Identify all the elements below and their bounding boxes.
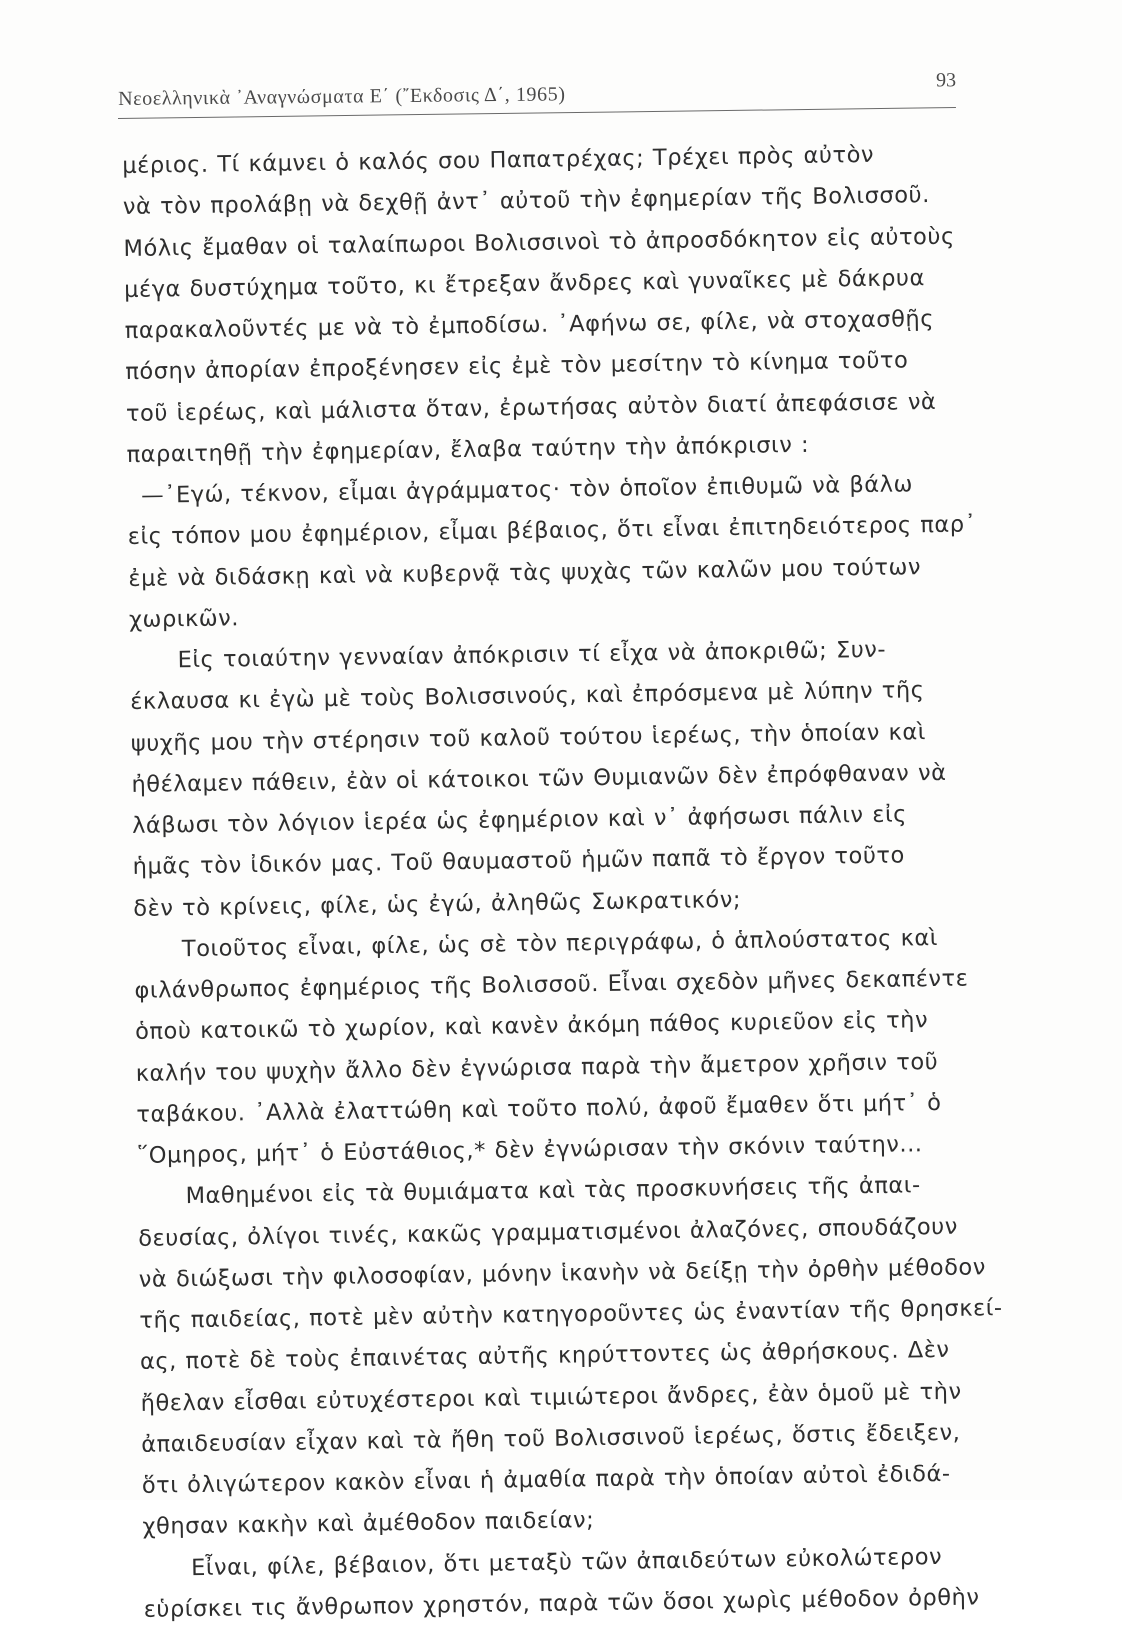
text-line: φιλάνθρωπος ἐφημέριος τῆς Βολισσοῦ. Εἶναι σχεδὸν μῆνες δεκαπέντε: [134, 965, 969, 1004]
text-line: παραιτηθῇ τὴν ἐφημερίαν, ἔλαβα ταύτην τὴν ἀπόκρισιν :: [126, 431, 810, 468]
page-number: 93: [935, 69, 957, 92]
text-line: ψυχῆς μου τὴν στέρησιν τοῦ καλοῦ τούτου ἱερέως, τὴν ὁποίαν καὶ: [130, 718, 927, 757]
text-line: εὑρίσκει τις ἄνθρωπον χρηστόν, παρὰ τῶν ὅσοι χωρὶς μέθοδον ὀρθὴν: [143, 1584, 980, 1623]
text-line: καλήν του ψυχὴν ἄλλο δὲν ἐγνώρισα παρὰ τὴν ἄμετρον χρῆσιν τοῦ: [135, 1048, 939, 1087]
text-line: ας, ποτὲ δὲ τοὺς ἐπαινέτας αὐτῆς κηρύττοντες ὡς ἀθρήσκους. Δὲν: [139, 1337, 950, 1376]
dialogue-line: —᾿Εγώ, τέκνον, εἶμαι ἀγράμματος· τὸν ὁποῖον ἐπιθυμῶ νὰ βάλω: [140, 471, 914, 509]
text-line: ἡμᾶς τὸν ἰδικόν μας. Τοῦ θαυμαστοῦ ἡμῶν παπᾶ τὸ ἔργον τοῦτο: [132, 842, 906, 881]
text-line: λάβωσι τὸν λόγιον ἱερέα ὡς ἐφημέριον καὶ ν᾿ ἀφήσωσι πάλιν εἰς: [131, 801, 908, 839]
text-line: ἠθέλαμεν πάθειν, ἐὰν οἱ κάτοικοι τῶν Θυμιανῶν δὲν ἐπρόφθαναν νὰ: [131, 759, 947, 798]
text-line: χθησαν κακὴν καὶ ἀμέθοδον παιδείαν;: [142, 1507, 595, 1541]
paragraph-start-line: Τοιοῦτος εἶναι, φίλε, ὡς σὲ τὸν περιγράφω, ὁ ἁπλούστατος καὶ: [181, 924, 939, 962]
text-line: παρακαλοῦντές με νὰ τὸ ἐμποδίσω. ᾿Αφήνω σε, φίλε, νὰ στοχασθῇς: [124, 305, 935, 344]
running-title: Νεοελληνικὰ ᾿Αναγνώσματα Ε΄ (῎Εκδοσις Δ΄, 1965): [118, 83, 566, 110]
text-line: ἀπαιδευσίαν εἶχαν καὶ τὰ ἤθη τοῦ Βολισσινοῦ ἱερέως, ὅστις ἔδειξεν,: [141, 1419, 961, 1458]
paragraph-start-line: Εἶναι, φίλε, βέβαιον, ὅτι μεταξὺ τῶν ἀπαιδεύτων εὐκολώτερον: [190, 1543, 943, 1581]
text-line: ἐμὲ νὰ διδάσκῃ καὶ νὰ κυβερνᾷ τὰς ψυχὰς τῶν καλῶν μου τούτων: [128, 553, 922, 592]
text-line: πόσην ἀπορίαν ἐπροξένησεν εἰς ἐμὲ τὸν μεσίτην τὸ κίνημα τοῦτο: [125, 347, 909, 386]
text-line: τῆς παιδείας, ποτὲ μὲν αὐτὴν κατηγοροῦντες ὡς ἐναντίαν τῆς θρησκεί-: [139, 1295, 1003, 1334]
paragraph-start-line: Εἰς τοιαύτην γενναίαν ἀπόκρισιν τί εἶχα νὰ ἀποκριθῶ; Συν-: [177, 636, 887, 674]
text-line: νὰ τὸν προλάβῃ νὰ δεχθῇ ἀντ᾿ αὐτοῦ τὴν ἐφημερίαν τῆς Βολισσοῦ.: [122, 182, 931, 221]
text-line: χωρικῶν.: [128, 605, 240, 633]
text-line: ταβάκου. ᾿Αλλὰ ἐλαττώθη καὶ τοῦτο πολύ, ἀφοῦ ἔμαθεν ὅτι μήτ᾿ ὁ: [136, 1089, 942, 1128]
text-line: εἰς τόπον μου ἐφημέριον, εἶμαι βέβαιος, ὅτι εἶναι ἐπιτηδειότερος παρ᾿: [127, 511, 977, 551]
text-line: νὰ διώξωσι τὴν φιλοσοφίαν, μόνην ἱκανὴν νὰ δείξῃ τὴν ὀρθὴν μέθοδον: [138, 1254, 987, 1293]
text-line: ὁποὺ κατοικῶ τὸ χωρίον, καὶ κανὲν ἀκόμη πάθος κυριεῦον εἰς τὴν: [134, 1007, 929, 1046]
text-line: ὅτι ὀλιγώτερον κακὸν εἶναι ἡ ἀμαθία παρὰ τὴν ὁποίαν αὐτοὶ ἐδιδά-: [141, 1460, 951, 1499]
text-line: ῞Ομηρος, μήτ᾿ ὁ Εὐστάθιος,* δὲν ἐγνώρισαν τὴν σκόνιν ταύτην...: [136, 1131, 923, 1169]
text-line: ἤθελαν εἶσθαι εὐτυχέστεροι καὶ τιμιώτεροι ἄνδρες, ἐὰν ὁμοῦ μὲ τὴν: [140, 1378, 962, 1417]
text-line: μέριος. Τί κάμνει ὁ καλός σου Παπατρέχας; Τρέχει πρὸς αὐτὸν: [122, 141, 875, 179]
paragraph-start-line: Μαθημένοι εἰς τὰ θυμιάματα καὶ τὰς προσκυνήσεις τῆς ἀπαι-: [185, 1172, 921, 1210]
text-line: τοῦ ἱερέως, καὶ μάλιστα ὅταν, ἐρωτήσας αὐτὸν διατί ἀπεφάσισε νὰ: [125, 388, 937, 427]
text-line: μέγα δυστύχημα τοῦτο, κι ἔτρεξαν ἄνδρες καὶ γυναῖκες μὲ δάκρυα: [123, 264, 926, 303]
text-line: δὲν τὸ κρίνεις, φίλε, ὡς ἐγώ, ἀληθῶς Σωκρατικόν;: [133, 886, 742, 922]
text-line: δευσίας, ὀλίγοι τινές, κακῶς γραμματισμένοι ἀλαζόνες, σπουδάζουν: [138, 1213, 959, 1252]
text-line: Μόλις ἔμαθαν οἱ ταλαίπωροι Βολισσινοὶ τὸ ἀπροσδόκητον εἰς αὐτοὺς: [123, 223, 955, 262]
body-text: [122, 133, 1006, 1631]
text-line: έκλαυσα κι ἐγὼ μὲ τοὺς Βολισσινούς, καὶ ἐπρόσμενα μὲ λύπην τῆς: [130, 677, 925, 716]
